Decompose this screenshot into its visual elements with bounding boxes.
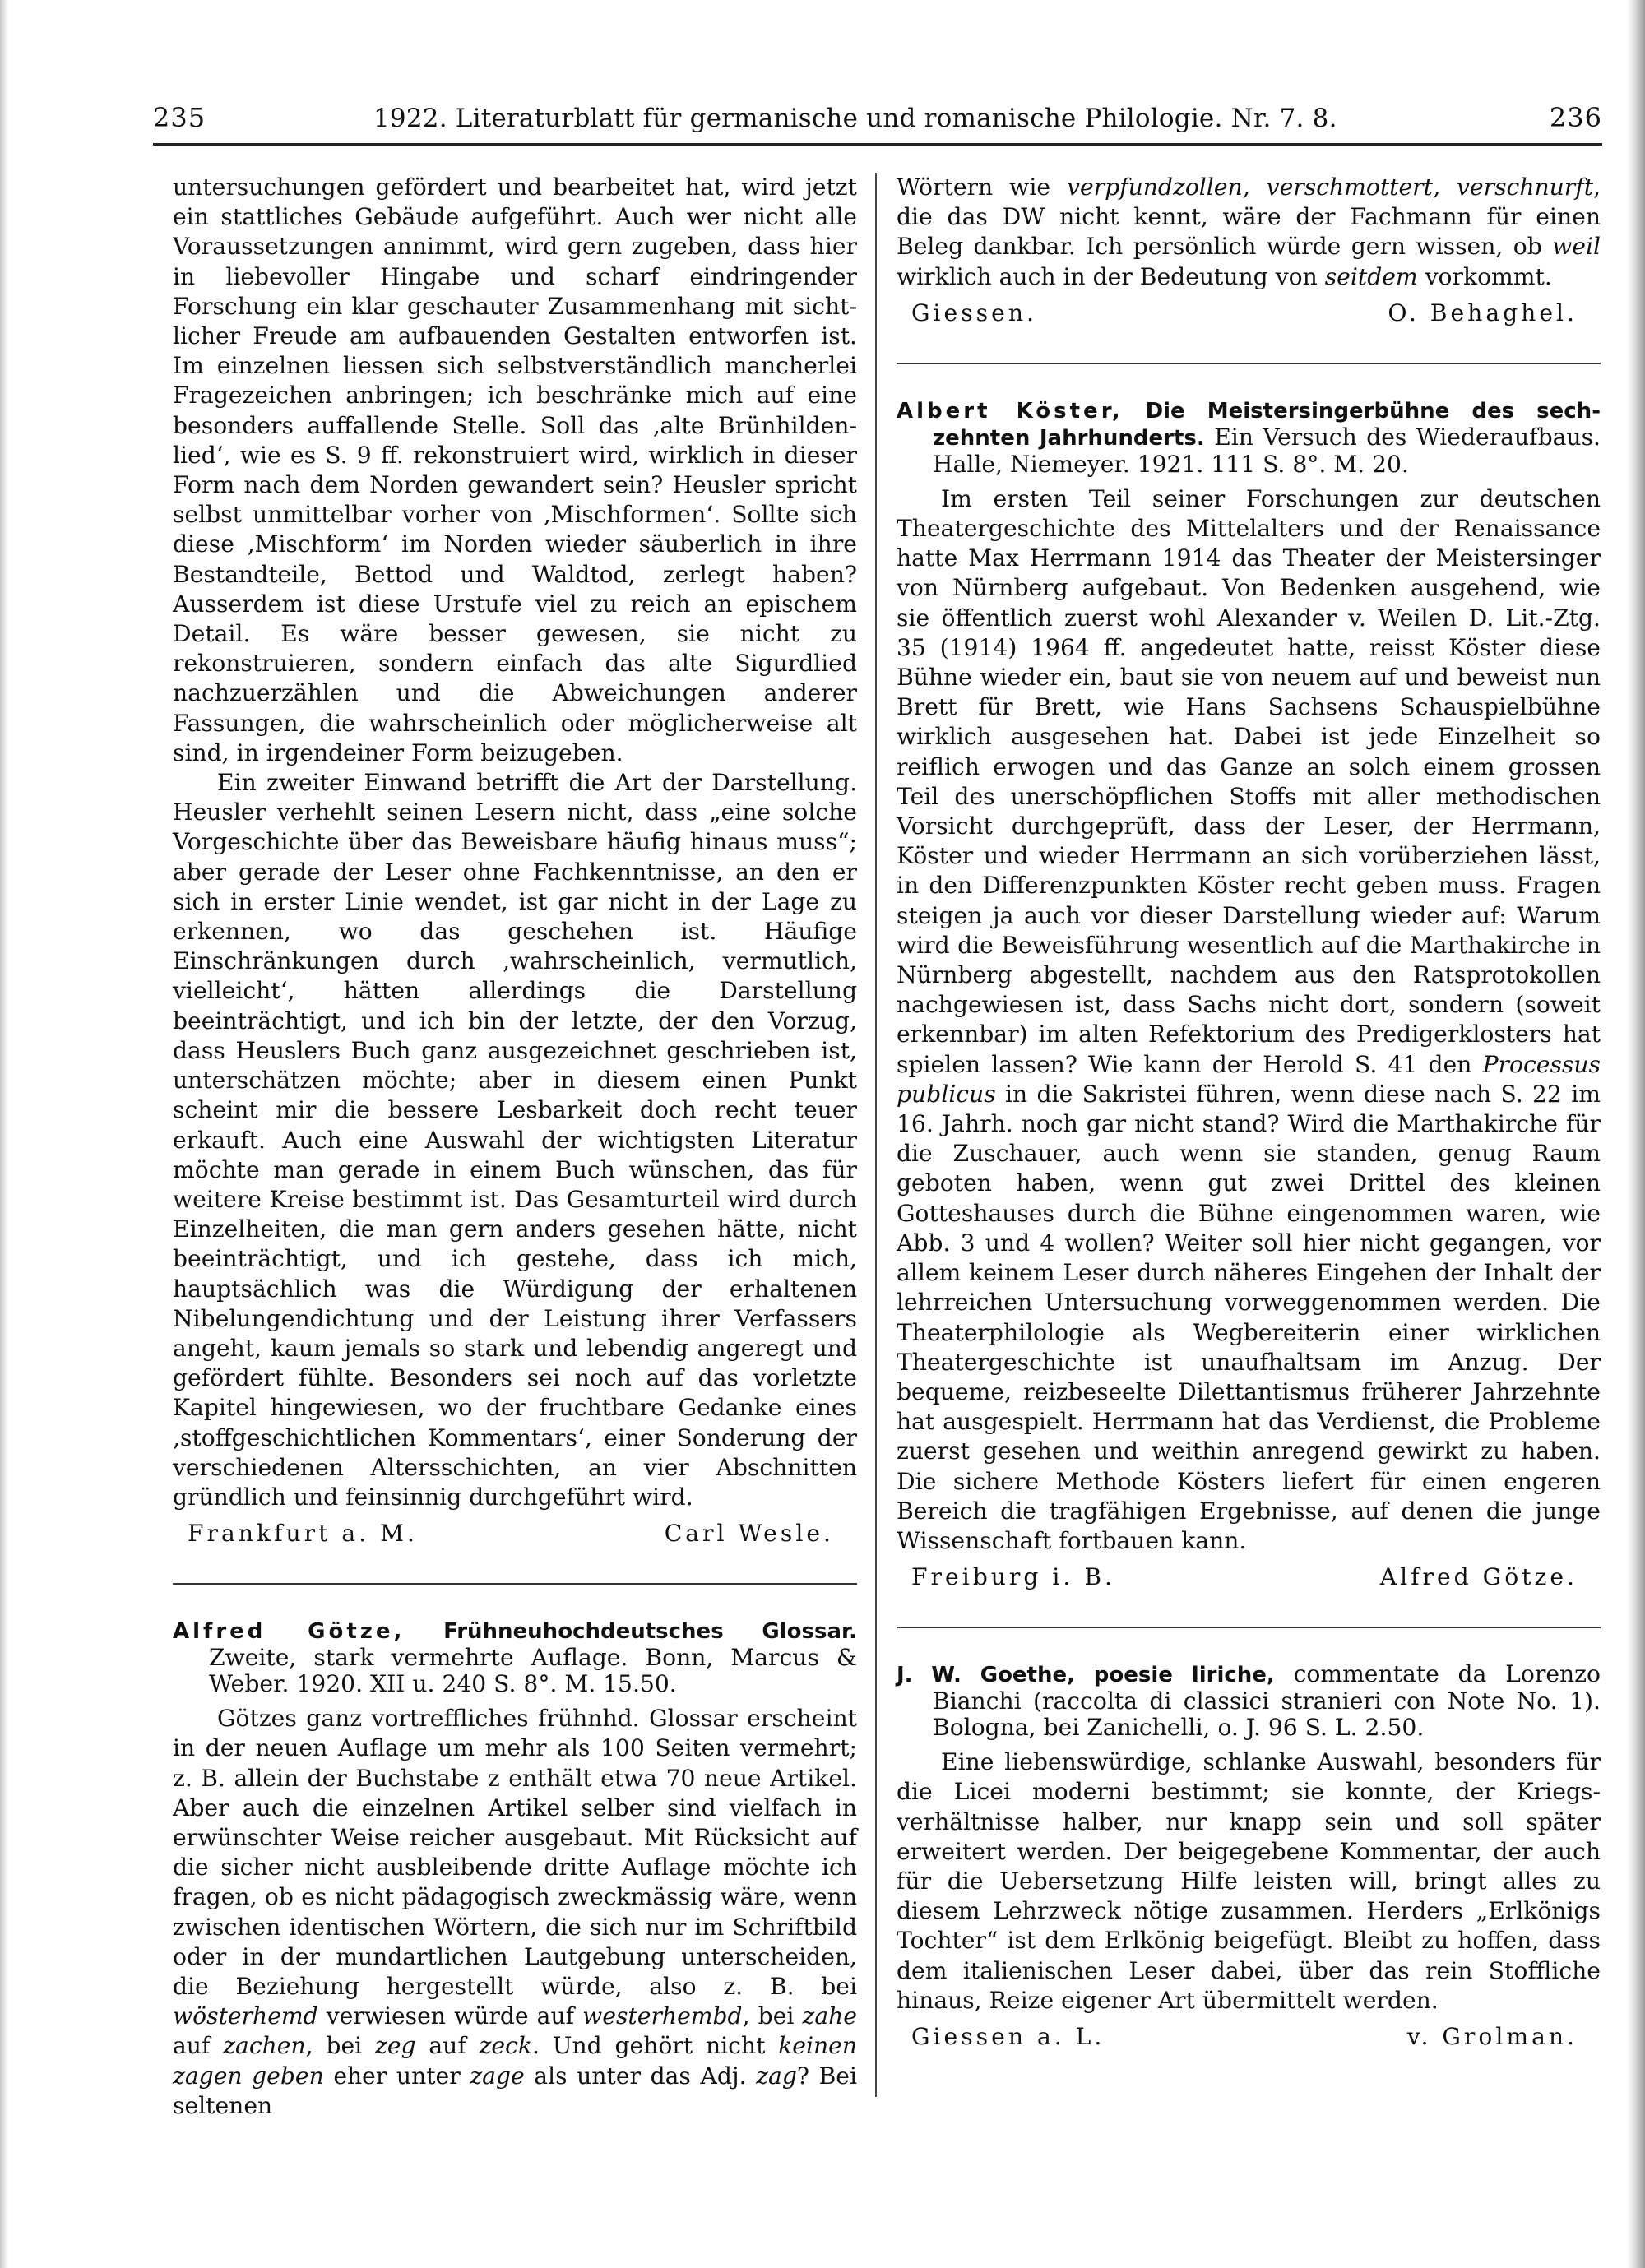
- italic-term: zeck: [479, 2032, 532, 2060]
- italic-term: keinen zagen geben: [173, 2032, 857, 2090]
- text-run: auf: [173, 2032, 224, 2060]
- text-run: ? Bei seltenen: [173, 2062, 857, 2119]
- paragraph: [897, 173, 1601, 292]
- entry-details: commentate da Lorenzo Bianchi (raccolta di classici stranieri con Note No. 1). Bologna, bei Zanichelli, o. J. 96 S. L. 2.50.: [933, 1660, 1601, 1742]
- italic-term: weil: [1552, 233, 1601, 261]
- italic-term: wösterhemd: [173, 2002, 318, 2030]
- text-run: , bei: [305, 2032, 375, 2060]
- header-rule: [153, 143, 1602, 146]
- koester-review: [897, 397, 1601, 1595]
- paragraph: Eine liebenswürdige, schlanke Auswahl, besonders für die Licei moderni bestimmt; sie konnte, der Kriegsverhältnisse halber, nur knapp sein und soll später erweitert werden. Der beigegebene Kommentar, der auch für die Uebersetzung Hilfe leisten will, bringt alles zu diesem Lehrzweck nötige zusammen. Herders „Erlkönigs Tochter“ ist dem Erlkönig beigefügt. Bleibt zu hoffen, dass dem italienischen Leser dabei, über das rein Stoffliche hinaus, Reize eigener Art übermittelt werden.: [897, 1748, 1601, 2014]
- italic-term: zahe: [802, 2002, 857, 2030]
- entry-title: Frühneuhochdeutsches Glossar.: [443, 1619, 858, 1645]
- text-run: auf: [415, 2032, 480, 2060]
- entry-author: J. W. Goethe,: [897, 1663, 1076, 1688]
- scan-edge-left: [0, 0, 8, 2268]
- page-number-left: 235: [153, 102, 206, 133]
- scan-edge-right: [1627, 0, 1645, 2268]
- bibliographic-entry: [173, 1618, 857, 1697]
- text-run: Im ersten Teil seiner Forschungen zur deutschen Theatergeschichte des Mittelalters und der Renaissance hatte Max Herrmann 1914 das Theater der Meistersinger von Nürnberg aufgebaut. Von Bedenken ausgehend, wie sie öffentlich zuerst wohl Alexander v. Weilen D. Lit.-Ztg. 35 (1914) 1964 ff. angedeutet hatte, reisst Köster diese Bühne wieder ein, baut sie von neuem auf und beweist nun Brett für Brett, wie Hans Sachsens Schauspielbühne wirklich ausgesehen hat. Dabei ist jede Einzelheit so reiflich erwogen und das Ganze an solch einem grossen Teil des unerschöpflichen Stoffs mit aller methodischen Vorsicht durchgeprüft, dass der Leser, der Herrmann, Köster und wieder Herrmann an sich vorüberziehen lässt, in den Differenzpunkten Köster recht geben muss. Fragen steigen ja auch vor dieser Darstellung wieder auf: Warum wird die Beweisführung wesentlich auf die Marthakirche in Nürnberg abgestellt, nachdem aus den Ratsprotokollen nachgewiesen ist, dass Sachs nicht dort, sondern (soweit erkennbar) im alten Refektorium des Predigerklosters hat spielen lassen? Wie kann der Herold S. 41 den: [897, 484, 1601, 1078]
- italic-term: verpfundzollen, verschmottert, verschnurft: [1067, 174, 1594, 201]
- bibliographic-entry: [897, 397, 1601, 478]
- signature-line: [897, 292, 1601, 331]
- text-run: in die Sakristei führen, wenn diese nach S. 22 im 16. Jahrh. noch gar nicht stand? Wird die Marthakirche für die Zuschauer, auch wenn sie standen, genug Raum geboten haben, wenn gut zwei Drittel des kleinen Gotteshauses durch die Bühne eingenommen waren, wie Abb. 3 und 4 wollen? Weiter soll hier nicht gegangen, vor allem keinem Leser durch näheres Eingehen der Inhalt der lehrreichen Untersuchung vorweggenommen werden. Die Theaterphilologie als Wegbereiterin einer wirklichen Theatergeschichte ist unaufhaltsam im Anzug. Der bequeme, reizbeseelte Dilettantismus früherer Jahrzehnte hat ausgespielt. Herrmann hat das Verdienst, die Probleme zuerst gesehen und weithin anregend gewirkt zu haben. Die sichere Methode Kösters liefert für einen engeren Bereich die tragfähigen Ergebnisse, auf denen die junge Wissenschaft fortbauen kann.: [897, 1080, 1601, 1554]
- italic-term: zage: [470, 2062, 525, 2090]
- paragraph: untersuchungen gefördert und bearbeitet hat, wird jetzt ein stattliches Gebäude aufgeführt. Auch wer nicht alle Voraussetzungen annimmt, wird gern zugeben, dass hier in liebevoller Hingabe und scharf eindringender Forschung ein klar geschauter Zusammenhang mit sichtlicher Freude am aufbauenden Gestalten entworfen ist. Im einzelnen liessen sich selbstverständlich mancherlei Fragezeichen anbringen; ich beschränke mich auf eine besonders auffallende Stelle. Soll das ‚alte Brünhildenlied‘, wie es S. 9 ff. rekonstruiert wird, wirklich in dieser Form nach dem Norden gewandert sein? Heusler spricht selbst unmittelbar vorher von ‚Mischformen‘. Sollte sich diese ‚Mischform‘ im Norden wieder säuberlich in ihre Bestandteile, Bettod und Waldtod, zerlegt haben? Ausserdem ist diese Urstufe viel zu reich an epischem Detail. Es wäre besser gewesen, sie nicht zu rekonstruieren, sondern einfach das alte Sigurdlied nachzuerzählen und die Abweichungen anderer Fassungen, die wahrscheinlich oder möglicherweise alt sind, in irgendeiner Form beizugeben.: [173, 174, 857, 766]
- text-run: . Und gehört nicht: [531, 2032, 779, 2060]
- goetze-glossar-review: [173, 1618, 857, 2121]
- signature-line: [173, 1512, 857, 1552]
- text-run: , bei: [742, 2002, 803, 2030]
- entry-details: Ein Versuch des Wiederaufbaus. Halle, Niemeyer. 1921. 111 S. 8°. M. 20.: [933, 423, 1601, 478]
- signature-author: v. Grolman.: [1406, 2022, 1578, 2050]
- italic-term: Processus publicus: [897, 1050, 1601, 1108]
- paragraph: Ein zweiter Einwand betrifft die Art der Darstellung. Heusler verhehlt seinen Lesern nicht, dass „eine solche Vorgeschichte über das Beweisbare häufig hinaus muss“; aber gerade der Leser ohne Fachkenntnisse, an den er sich in erster Linie wendet, ist gar nicht in der Lage zu erkennen, wo das geschehen ist. Häufige Einschränkungen durch ‚wahrscheinlich, vermutlich, vielleicht‘, hätten allerdings die Darstellung beeinträchtigt, und ich bin der letzte, der den Vorzug, dass Heuslers Buch ganz ausgezeichnet geschrieben ist, unterschätzen möchte; aber in diesem einen Punkt scheint mir die bessere Lesbarkeit doch recht teuer erkauft. Auch eine Auswahl der wichtigsten Literatur möchte man gerade in einem Buch wünschen, das für weitere Kreise bestimmt ist. Das Gesamturteil wird durch Einzelheiten, die man gern anders gesehen hätte, nicht beeinträchtigt, und ich gestehe, dass ich mich, hauptsächlich was die Würdigung der erhaltenen Nibelungendichtung und der Leistung ihrer Verfassers angeht, kaum jemals so stark und lebendig angeregt und gefördert fühlte. Besonders sei noch auf das vorletzte Kapitel hingewiesen, wo der fruchtbare Gedanke eines ‚stoffgeschichtlichen Kommentars‘, einer Sonderung der verschiedenen Altersschichten, an vier Abschnitten gründlich und feinsinnig durchgeführt wird.: [173, 769, 857, 1511]
- signature-place: Giessen a. L.: [911, 2022, 1105, 2050]
- page-header: [153, 102, 1602, 143]
- text-run: eher unter: [323, 2062, 470, 2090]
- italic-term: seitdem: [1324, 262, 1418, 290]
- signature-line: [897, 1556, 1601, 1595]
- page-number-right: 236: [1549, 102, 1602, 133]
- signature-place: Frankfurt a. M.: [188, 1520, 418, 1548]
- section-separator: [897, 1627, 1601, 1628]
- right-column: [897, 173, 1601, 2055]
- italic-term: westerhembd: [582, 2002, 743, 2030]
- wesle-review-continued: [173, 173, 857, 1552]
- text-run: wirklich auch in der Bedeutung von: [897, 262, 1325, 290]
- italic-term: zag: [756, 2062, 797, 2090]
- entry-author: Albert Köster,: [897, 398, 1124, 424]
- signature-author: Carl Wesle.: [664, 1520, 834, 1548]
- section-separator: [173, 1583, 857, 1585]
- bibliographic-entry: [897, 1661, 1601, 1741]
- left-column: [173, 173, 857, 2121]
- goethe-review: [897, 1661, 1601, 2055]
- entry-title: Die Meistersingerbühne des sechzehnten Jahrhunderts.: [933, 398, 1601, 451]
- goetze-glossar-review-continued: [897, 173, 1601, 331]
- signature-author: O. Behaghel.: [1388, 299, 1578, 326]
- text-run: als unter das Adj.: [524, 2062, 757, 2090]
- paragraph: [897, 484, 1601, 1556]
- text-run: verwiesen würde auf: [317, 2002, 583, 2030]
- signature-place: Giessen.: [911, 299, 1037, 326]
- text-run: Götzes ganz vortreffliches frühnhd. Glossar erscheint in der neuen Auflage um mehr als 100 Seiten vermehrt; z. B. allein der Buchstabe z enthält etwa 70 neue Artikel. Aber auch die einzelnen Artikel selber sind vielfach in erwünschter Weise reicher ausgebaut. Mit Rücksicht auf die sicher nicht ausbleibende dritte Auflage möchte ich fragen, ob es nicht pädagogisch zweckmässig wäre, wenn zwischen identischen Wörtern, die sich nur im Schriftbild oder in der mundartlichen Lautgebung unterscheiden, die Beziehung hergestellt würde, also z. B. bei: [173, 1705, 857, 2000]
- text-run: vorkommt.: [1417, 262, 1552, 290]
- italic-term: zachen: [223, 2032, 306, 2060]
- running-title: 1922. Literaturblatt für germanische und romanische Philologie. Nr. 7. 8.: [373, 104, 1337, 133]
- italic-term: zeg: [374, 2032, 416, 2060]
- paragraph: [173, 1704, 857, 2121]
- entry-details: Zweite, stark vermehrte Auflage. Bonn, Marcus & Weber. 1920. XII u. 240 S. 8°. M. 15.50.: [209, 1644, 857, 1698]
- entry-author: Alfred Götze,: [173, 1619, 405, 1645]
- signature-author: Alfred Götze.: [1379, 1563, 1578, 1591]
- column-divider: [875, 173, 877, 2097]
- text-run: Wörtern wie: [897, 174, 1068, 201]
- signature-line: [897, 2016, 1601, 2055]
- entry-title: poesie liriche,: [1093, 1663, 1275, 1688]
- signature-place: Freiburg i. B.: [911, 1563, 1116, 1591]
- section-separator: [897, 363, 1601, 364]
- text-run: , die das DW nicht kennt, wäre der Fachmann für einen Beleg dankbar. Ich persönlich würde gern wissen, ob: [897, 174, 1601, 261]
